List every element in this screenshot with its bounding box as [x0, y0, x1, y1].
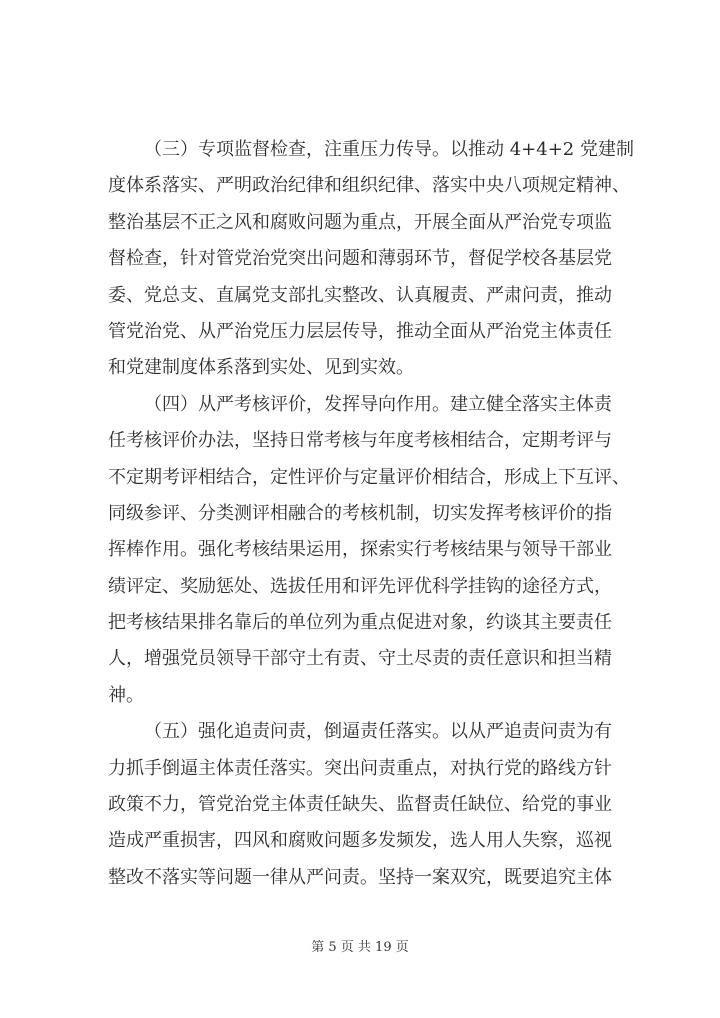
text-line: 造成严重损害，四风和腐败问题多发频发，选人用人失察，巡视	[108, 830, 612, 852]
page-number-footer: 第 5 页 共 19 页	[311, 940, 409, 955]
text-line: 神。	[108, 684, 144, 706]
text-line: （三）专项监督检查，注重压力传导。以推动 4+4+2 党建制	[144, 139, 634, 160]
text-line: 同级参评、分类测评相融合的考核机制，切实发挥考核评价的指	[108, 502, 612, 524]
text-line: 任考核评价办法，坚持日常考核与年度考核相结合，定期考评与	[108, 430, 612, 452]
text-line: 管党治党、从严治党压力层层传导，推动全面从严治党主体责任	[108, 320, 612, 342]
text-line: 政策不力，管党治党主体责任缺失、监督责任缺位、给党的事业	[108, 794, 612, 816]
paragraph	[108, 132, 634, 387]
text-line: 整改不落实等问题一律从严问责。坚持一案双究，既要追究主体	[108, 866, 612, 888]
document-body	[108, 132, 634, 896]
text-line: 不定期考评相结合，定性评价与定量评价相结合，形成上下互评、	[108, 466, 630, 488]
text-line: 和党建制度体系落到实处、见到实效。	[108, 357, 414, 379]
text-line: 督检查，针对管党治党突出问题和薄弱环节，督促学校各基层党	[108, 248, 612, 270]
text-line: 力抓手倒逼主体责任落实。突出问责重点，对执行党的路线方针	[108, 757, 612, 779]
paragraph	[108, 714, 612, 896]
text-line: 人，增强党员领导干部守土有责、守土尽责的责任意识和担当精	[108, 648, 612, 670]
text-line: （五）强化追责问责，倒逼责任落实。以从严追责问责为有	[144, 721, 612, 743]
text-line: 把考核结果排名靠后的单位列为重点促进对象，约谈其主要责任	[108, 612, 612, 634]
text-line: 度体系落实、严明政治纪律和组织纪律、落实中央八项规定精神、	[108, 175, 630, 197]
text-line: （四）从严考核评价，发挥导向作用。建立健全落实主体责	[144, 393, 612, 415]
text-line: 委、党总支、直属党支部扎实整改、认真履责、严肃问责，推动	[108, 284, 612, 306]
text-line: 绩评定、奖励惩处、选拔任用和评先评优科学挂钩的途径方式，	[108, 575, 612, 597]
text-line: 整治基层不正之风和腐败问题为重点，开展全面从严治党专项监	[108, 211, 612, 233]
paragraph	[108, 387, 630, 715]
text-line: 挥棒作用。强化考核结果运用，探索实行考核结果与领导干部业	[108, 539, 612, 561]
